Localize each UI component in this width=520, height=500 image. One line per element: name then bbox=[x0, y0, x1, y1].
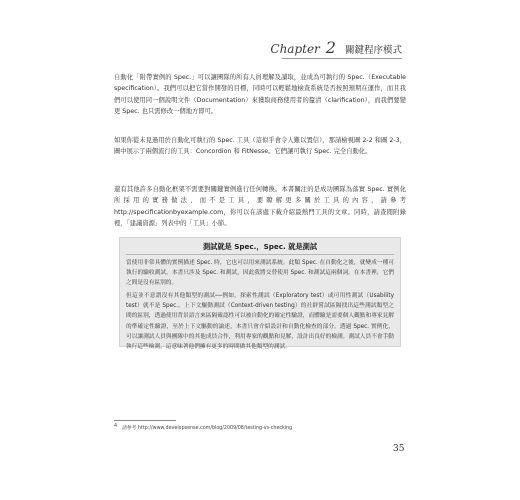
sidebar-title: 測試就是 Spec.，Spec. 就是測試 bbox=[202, 242, 318, 251]
footnote bbox=[114, 424, 406, 431]
header-divider bbox=[282, 58, 402, 59]
footnote-divider bbox=[114, 420, 176, 421]
chapter-label: Chapter bbox=[270, 42, 320, 56]
running-header bbox=[270, 38, 402, 57]
chapter-title: 關鍵程序模式 bbox=[344, 45, 402, 56]
body-paragraph: 自動化「附帶實例的 Spec.」可以讓團隊的所有人員理解及讀取，並成為可執行的 Spec.（Executable specification）。我們可以把它當作開發的目標，同時可以輕鬆地檢查系統是否按照預期在運作，而且我們可以使用同一個說明文件（Documentation）來獲取商務使用者的釐清（clarification），而我們要變更 Spec. 也只需修改一個地方即可。 bbox=[114, 74, 406, 116]
page-number: 35 bbox=[393, 444, 405, 454]
body-paragraph: 還有其他許多自動化框架不需要對關鍵實例進行任何轉換。本書關注的是成功團隊為落實 Spec. 實例化所採用的實務做法，而不是工具，要瞭解更多關於工具的內容，請參考 http://specificationbyexample.com，你可以在該處下載介紹最熱門工具的文章。同時，請查閱附錄裡，「建議資源」列表中的「工具」小節。 bbox=[114, 186, 406, 228]
chapter-number: 2 bbox=[325, 38, 336, 57]
footnote-mark: 4 bbox=[114, 424, 118, 429]
sidebar-divider bbox=[126, 254, 394, 255]
body-paragraph: 如果你從未見過用於自動化可執行的 Spec. 工具（這似乎會令人難以置信），那請檢視圖 2-2 和圖 2-3，圖中展示了兩個流行的工具：Concordion 和 FitNesse。它們讓可執行 Spec. 完全自動化。 bbox=[114, 137, 406, 156]
sidebar-paragraph: 但這並不意謂沒有其他類型的測試──例如，探索性測試（Exploratory test）或可用性測試（Usability test）就不是 Spec.。上下文驅動測試（Context-driven testing）的社群嘗試區隔找出這些測試類型之間的區別，透過使用背景語言來區隔確認性可以被自動化的確定性驗證，而體驗是需要個人觀點和專家見解的準確定性驗證，至於上下文驅動的論述，本書只會介紹設計和自動化檢查的部分。透過 Spec. 實例化，可以讓測試人員與團隊中的其他成員合作，利用專家的觀點和見解，設計出良好的檢測。測試人員不會手動執行這些檢測，這意味著他們擁有更多的時間做其他類型的測試。 bbox=[126, 293, 394, 351]
sidebar-paragraph: 當使用非常具體的實例描述 Spec. 時，它也可以用來測試系統。此類 Spec. 在自動化之後，就變成一種可執行的驗收測試。本書只涉及 Spec. 和測試，因此我將交替使用 Spec. 和測試這兩個詞。在本書裡，它們之間是沒有區別的。 bbox=[126, 260, 394, 287]
footnote-text: 請參考 http://www.developsense.com/blog/2009/08/testing-vs-checking bbox=[122, 426, 293, 431]
